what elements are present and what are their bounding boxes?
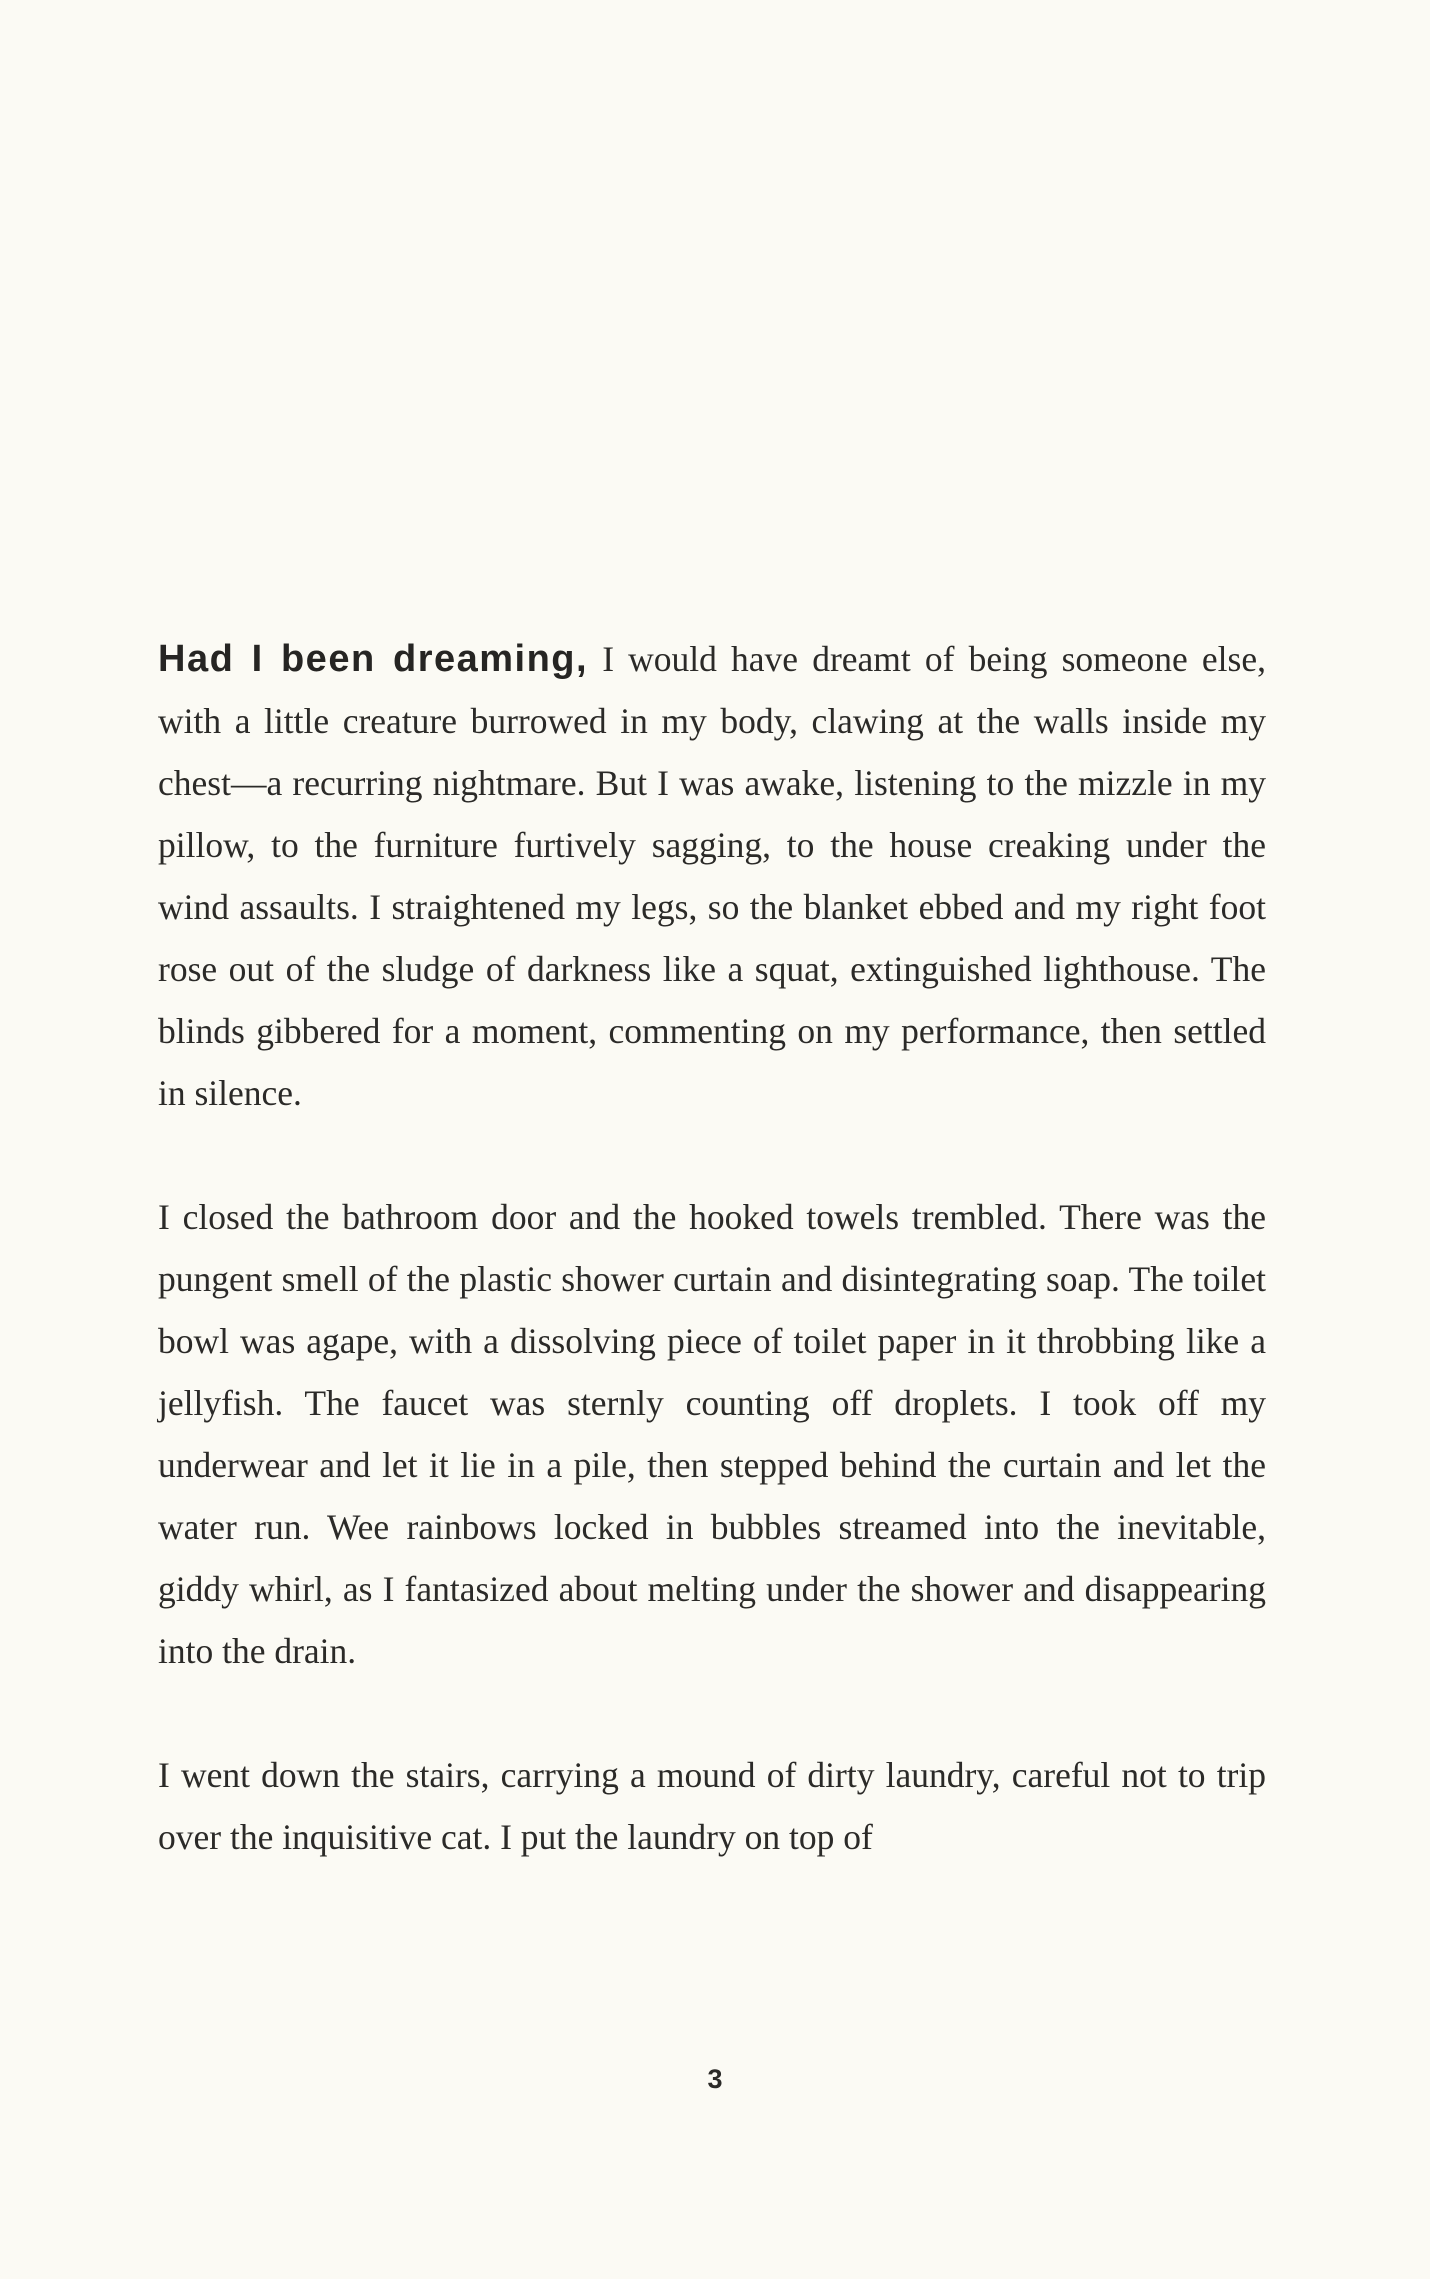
chapter-lead-in: Had I been dreaming, [158,638,589,680]
paragraph-3-text: I went down the stairs, carrying a mound of dirty laundry, careful not to trip over the inquisitive cat. I put the laundry on top of [158,1755,1266,1857]
page-number: 3 [707,2064,723,2094]
paragraph-2 [158,1186,1266,1682]
body-text [158,628,1266,1868]
paragraph-2-text: I closed the bathroom door and the hooked towels trembled. There was the pungent smell of the plastic shower curtain and disintegrating soap. The toilet bowl was agape, with a dissolving piece of toilet paper in it throbbing like a jellyfish. The faucet was sternly counting off droplets. I took off my underwear and let it lie in a pile, then stepped behind the curtain and let the water run. Wee rainbows locked in bubbles streamed into the inevitable, giddy whirl, as I fantasized about melting under the shower and disappearing into the drain. [158,1197,1266,1671]
paragraph-1-text: I would have dreamt of being someone else, with a little creature burrowed in my body, clawing at the walls inside my chest—a recurring nightmare. But I was awake, listening to the mizzle in my pillow, to the furniture furtively sagging, to the house creaking under the wind assaults. I straightened my legs, so the blanket ebbed and my right foot rose out of the sludge of darkness like a squat, extinguished lighthouse. The blinds gibbered for a moment, commenting on my performance, then settled in silence. [158,639,1266,1113]
paragraph-3 [158,1744,1266,1868]
paragraph-1 [158,628,1266,1124]
